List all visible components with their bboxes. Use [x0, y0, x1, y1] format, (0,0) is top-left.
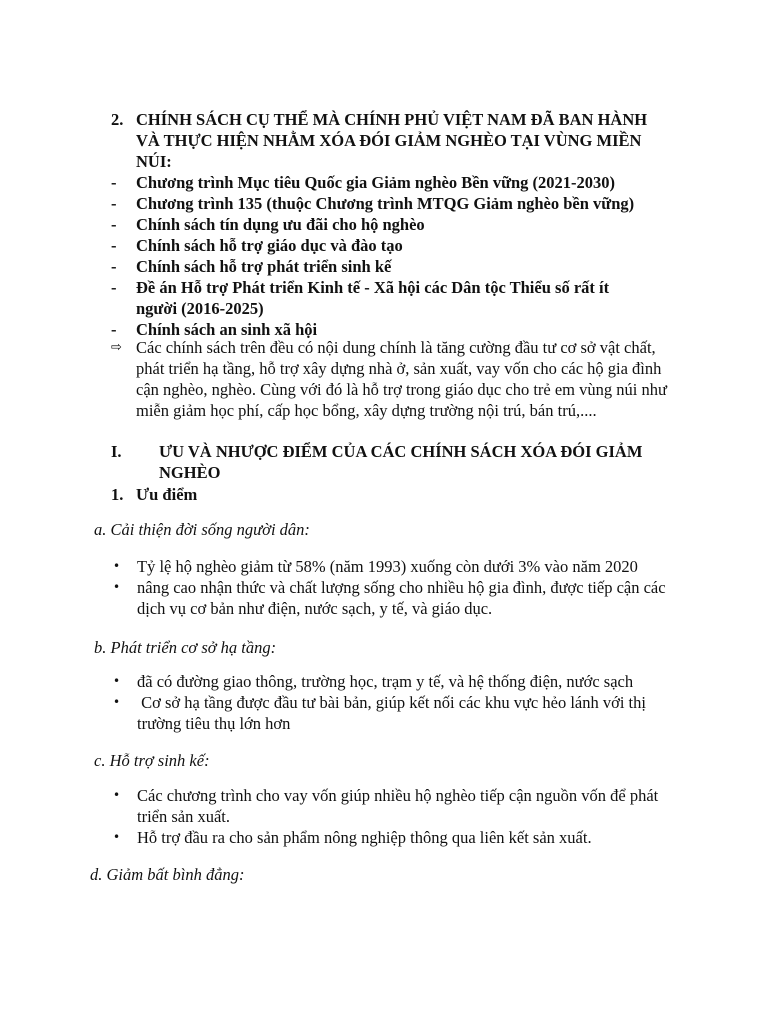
heading-a: a. Cải thiện đời sống người dân:: [94, 520, 310, 539]
list-item: [111, 214, 691, 235]
section-2-number: 2.: [111, 110, 124, 129]
list-item: [111, 827, 691, 848]
list-item: [111, 172, 691, 193]
section-I-heading: [111, 441, 691, 483]
list-item: [111, 277, 691, 319]
dash-marker: -: [111, 278, 117, 297]
dash-marker: -: [111, 257, 117, 276]
section-2-heading: [111, 109, 671, 172]
list-item: [111, 692, 691, 734]
bullet-marker: •: [113, 580, 121, 594]
list-item: [111, 256, 691, 277]
section-I-number: I.: [111, 442, 122, 461]
policy-list: [111, 172, 691, 340]
section-2-title: CHÍNH SÁCH CỤ THỂ MÀ CHÍNH PHỦ VIỆT NAM ĐÃ BAN HÀNH VÀ THỰC HIỆN NHẰM XÓA ĐÓI GIẢM NGHÈO TẠI VÙNG MIỀN NÚI:: [136, 110, 648, 171]
policy-item: Chính sách an sinh xã hội: [136, 320, 318, 339]
list-item: [111, 577, 691, 619]
list-item: [111, 235, 691, 256]
policy-item: Đề án Hỗ trợ Phát triển Kinh tế - Xã hội các Dân tộc Thiểu số rất ít người (2016-2025): [136, 278, 610, 318]
dash-marker: -: [111, 236, 117, 255]
list-c: [111, 785, 691, 848]
dash-marker: -: [111, 320, 117, 339]
section-I-title: ƯU VÀ NHƯỢC ĐIỂM CỦA CÁC CHÍNH SÁCH XÓA ĐÓI GIẢM NGHÈO: [159, 442, 643, 482]
bullet-marker: •: [113, 695, 121, 709]
subsection-1-title: Ưu điểm: [136, 485, 198, 504]
list-item: [111, 671, 691, 692]
policy-item: Chính sách hỗ trợ giáo dục và đào tạo: [136, 236, 403, 255]
arrow-right-icon: ⇨: [111, 340, 122, 355]
list-item: [111, 556, 691, 577]
bullet-marker: •: [113, 674, 121, 688]
bullet-marker: •: [113, 788, 121, 802]
list-item-text: nâng cao nhận thức và chất lượng sống cho nhiều hộ gia đình, được tiếp cận các dịch vụ cơ bản như điện, nước sạch, y tế, và giáo dục.: [137, 578, 666, 618]
list-item-text: Cơ sở hạ tầng được đầu tư bài bản, giúp kết nối các khu vực hẻo lánh với thị trường tiêu thụ lớn hơn: [137, 693, 651, 733]
subsection-1-number: 1.: [111, 485, 124, 504]
policy-item: Chính sách tín dụng ưu đãi cho hộ nghèo: [136, 215, 425, 234]
list-b: [111, 671, 691, 734]
policy-summary: [111, 337, 681, 421]
list-item-text: Tỷ lệ hộ nghèo giảm từ 58% (năm 1993) xuống còn dưới 3% vào năm 2020: [137, 557, 638, 576]
heading-b: b. Phát triển cơ sở hạ tầng:: [94, 638, 277, 657]
dash-marker: -: [111, 215, 117, 234]
list-item-text: đã có đường giao thông, trường học, trạm y tế, và hệ thống điện, nước sạch: [137, 672, 634, 691]
policy-item: Chính sách hỗ trợ phát triển sinh kế: [136, 257, 392, 276]
dash-marker: -: [111, 173, 117, 192]
bullet-marker: •: [113, 830, 121, 844]
list-a: [111, 556, 691, 619]
heading-c: c. Hỗ trợ sinh kế:: [94, 751, 210, 770]
dash-marker: -: [111, 194, 117, 213]
list-item: [111, 785, 691, 827]
list-item-text: Hỗ trợ đầu ra cho sản phẩm nông nghiệp thông qua liên kết sản xuất.: [137, 828, 592, 847]
heading-d: d. Giảm bất bình đẳng:: [90, 865, 245, 884]
summary-text: Các chính sách trên đều có nội dung chính là tăng cường đầu tư cơ sở vật chất, phát triển hạ tầng, hỗ trợ xây dựng nhà ở, sản xuất, vay vốn cho các hộ gia đình cận nghèo, nghèo. Cùng với đó là hỗ trợ trong giáo dục cho trẻ em vùng núi như miễn giảm học phí, cấp học bổng, xây dựng trường nội trú, bán trú,....: [136, 338, 667, 420]
list-item-text: Các chương trình cho vay vốn giúp nhiều hộ nghèo tiếp cận nguồn vốn để phát triển sản xuất.: [137, 786, 659, 826]
policy-item: Chương trình 135 (thuộc Chương trình MTQG Giảm nghèo bền vững): [136, 194, 635, 213]
bullet-marker: •: [113, 559, 121, 573]
subsection-1-heading: [111, 484, 197, 505]
policy-item: Chương trình Mục tiêu Quốc gia Giảm nghèo Bền vững (2021-2030): [136, 173, 616, 192]
list-item: [111, 193, 691, 214]
